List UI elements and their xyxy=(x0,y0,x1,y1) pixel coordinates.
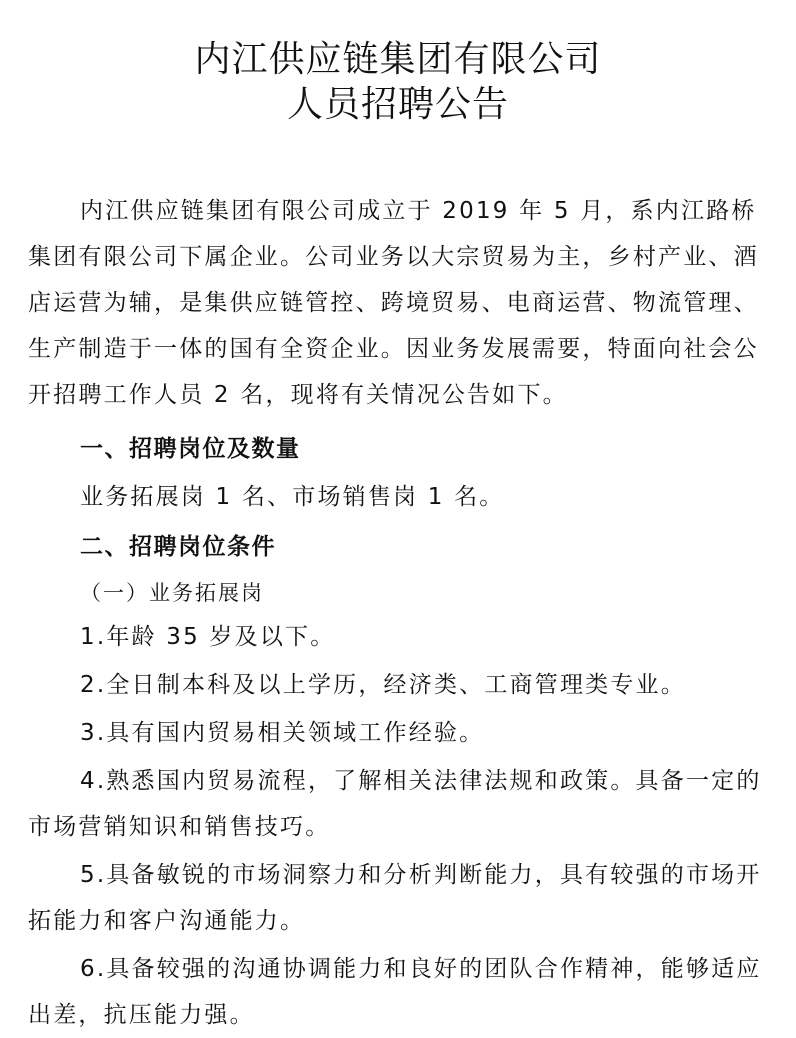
list-item: 3.具有国内贸易相关领域工作经验。 xyxy=(80,720,485,746)
list-item: 6.具备较强的沟通协调能力和良好的团队合作精神，能够适应出差，抗压能力强。 xyxy=(28,956,762,1028)
document-title-line2: 人员招聘公告 xyxy=(286,84,509,125)
section1-text: 业务拓展岗 1 名、市场销售岗 1 名。 xyxy=(80,484,505,510)
list-item: 1.年龄 35 岁及以下。 xyxy=(80,624,336,650)
intro-paragraph: 内江供应链集团有限公司成立于 2019 年 5 月，系内江路桥集团有限公司下属企业。公司业务以大宗贸易为主，乡村产业、酒店运营为辅，是集供应链管控、跨境贸易、电商运营、物流管理、生产制造于一体的国有全资企业。因业务发展需要，特面向社会公开招聘工作人员 2 名，现将有关情况公告如下。 xyxy=(28,198,759,408)
list-item: 4.熟悉国内贸易流程，了解相关法律法规和政策。具备一定的市场营销知识和销售技巧。 xyxy=(28,768,762,840)
list-item: 5.具备敏锐的市场洞察力和分析判断能力，具有较强的市场开拓能力和客户沟通能力。 xyxy=(28,862,762,934)
list-item: 2.全日制本科及以上学历，经济类、工商管理类专业。 xyxy=(80,672,686,698)
section2-heading: 二、招聘岗位条件 xyxy=(80,534,276,560)
section1-heading: 一、招聘岗位及数量 xyxy=(80,436,301,462)
document-title-line1: 内江供应链集团有限公司 xyxy=(194,39,602,80)
sub1-heading: （一）业务拓展岗 xyxy=(80,581,264,605)
